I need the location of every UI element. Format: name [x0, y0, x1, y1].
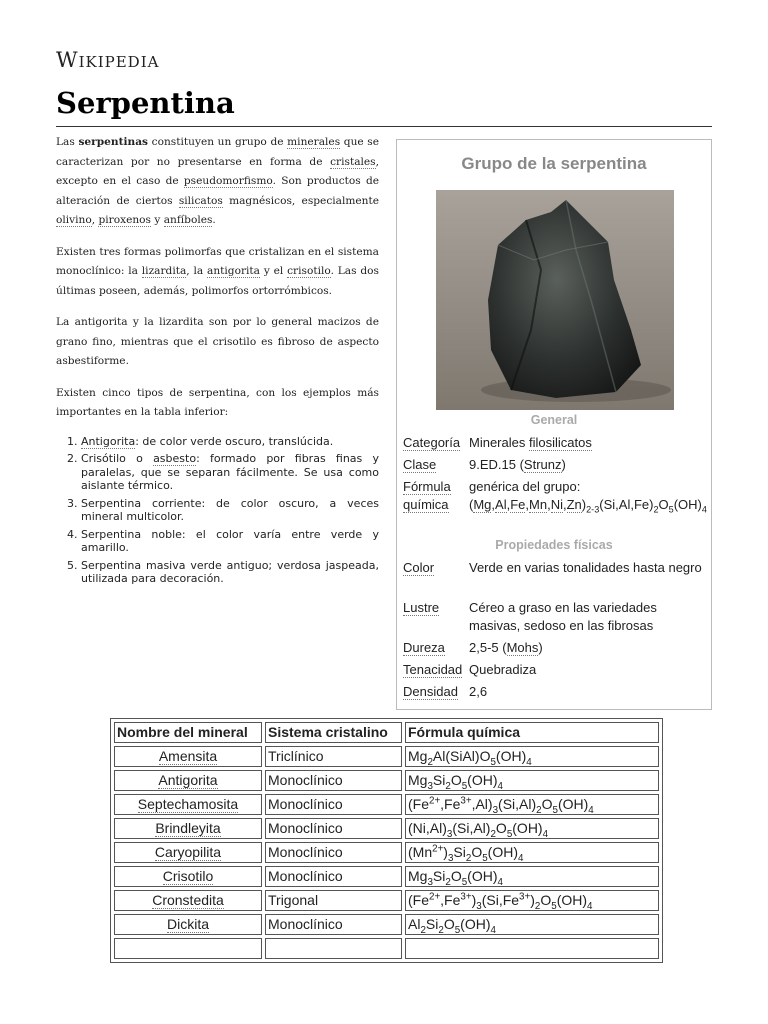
formula-part: (OH)	[460, 916, 491, 932]
list-item: 4. Serpentina noble: el color varía entre verde y amarillo.	[81, 528, 379, 555]
table-header-row	[114, 722, 659, 743]
text: )	[538, 640, 543, 655]
formula-part: 2+	[429, 891, 441, 903]
mineral-link[interactable]: Antigorita	[158, 772, 218, 788]
link-piroxenos[interactable]: piroxenos	[98, 214, 151, 226]
link-zn[interactable]: Zn	[566, 497, 582, 512]
formula-part: 4	[490, 924, 496, 936]
empty-cell	[265, 938, 402, 959]
link-asbesto[interactable]: asbesto	[153, 452, 197, 465]
formula-part: 3+	[460, 795, 472, 807]
formula-part: Mg	[408, 748, 428, 764]
text: 5	[668, 504, 674, 515]
formula-part: 5	[461, 780, 468, 792]
intro-paragraph-1	[56, 133, 379, 231]
formula-part: O	[495, 820, 507, 836]
link-pseudomorfismo[interactable]: pseudomorfismo	[183, 175, 273, 187]
cell-crystal-system: Monoclínico	[265, 914, 402, 935]
text: O	[658, 497, 669, 512]
formula-part: 5	[506, 828, 513, 840]
cell-mineral-name	[114, 770, 262, 791]
text: Quebradiza	[469, 662, 537, 677]
text: ,	[562, 497, 567, 512]
intro-paragraph-2	[56, 243, 379, 302]
column-header: Fórmula química	[405, 722, 659, 743]
formula-part: 3	[492, 804, 499, 816]
cell-crystal-system: Monoclínico	[265, 770, 402, 791]
link-silicatos[interactable]: silicatos	[178, 194, 223, 207]
link-dureza[interactable]: Dureza	[403, 640, 445, 655]
text: : formado por fibras finas y paralelas, que se separan fácilmente. Se usa como aislante térmico.	[81, 452, 380, 492]
mineral-link[interactable]: Septechamosita	[137, 796, 239, 812]
cell-mineral-name	[114, 818, 262, 839]
formula-part: 5	[461, 876, 468, 888]
text: .	[212, 214, 216, 226]
link-mn[interactable]: Mn	[529, 497, 548, 512]
text: Céreo a graso en las variedades masivas, sedoso en las fibrosas	[469, 600, 657, 633]
cell-mineral-name	[114, 890, 262, 911]
table-row	[114, 818, 659, 839]
formula-part: 2+	[429, 795, 441, 807]
formula-part: 3	[447, 852, 454, 864]
formula-part: O	[450, 868, 462, 884]
title-divider	[56, 126, 712, 127]
text: 2,6	[469, 684, 488, 699]
cell-crystal-system: Monoclínico	[265, 794, 402, 815]
text: )	[581, 497, 587, 512]
link-minerales[interactable]: minerales	[287, 136, 341, 148]
formula-part: (Fe	[408, 796, 429, 812]
link-lizardita[interactable]: lizardita	[141, 265, 187, 277]
link-tenacidad[interactable]: Tenacidad	[403, 662, 463, 677]
formula-part: Mg	[408, 868, 428, 884]
intro-paragraph-3: La antigorita y la lizardita son por lo general macizos de grano fino, mientras que el crisotilo es fibroso de aspecto asbestiforme.	[56, 316, 379, 367]
link-lustre[interactable]: Lustre	[403, 600, 440, 615]
formula-part: 2	[438, 924, 444, 936]
cell-formula	[405, 866, 659, 887]
link-antigorita-item[interactable]: Antigorita	[81, 434, 136, 448]
formula-part: Mg	[408, 772, 428, 788]
text: magnésicos, especialmente	[222, 194, 380, 207]
formula-value	[469, 496, 707, 514]
text: que se caracterizan por no presentarse en forma de	[56, 136, 380, 168]
formula-part: 2+	[432, 843, 444, 855]
cell-mineral-name	[114, 746, 262, 767]
mineral-link[interactable]: Crisotilo	[162, 868, 214, 884]
formula-part: 2	[420, 924, 426, 936]
link-al[interactable]: Al	[495, 497, 507, 512]
link-fe[interactable]: Fe	[510, 497, 526, 512]
table-row	[114, 890, 659, 911]
wikipedia-logo[interactable]: Wikipedia	[56, 48, 160, 72]
formula-part: O	[541, 796, 553, 812]
list-item	[81, 435, 379, 449]
text: 9.ED.15 (	[469, 457, 524, 472]
intro-paragraph-4: Existen cinco tipos de serpentina, con los ejemplos más importantes en la tabla inferior:	[56, 386, 379, 418]
mineral-link[interactable]: Cronstedita	[152, 892, 224, 908]
cell-formula	[405, 746, 659, 767]
text: ,	[506, 497, 511, 512]
cell-crystal-system: Monoclínico	[265, 842, 402, 863]
cell-formula	[405, 794, 659, 815]
formula-part: 2	[465, 852, 472, 864]
text: (	[469, 497, 474, 512]
text: Crisótilo o	[81, 452, 154, 465]
formula-part: (OH)	[557, 796, 589, 812]
cell-mineral-name	[114, 914, 262, 935]
text: , excepto en el caso de	[56, 155, 379, 187]
formula-part: 5	[454, 924, 461, 936]
formula-part: 2	[445, 780, 451, 792]
minerals-table	[110, 718, 663, 963]
formula-part: ,Fe	[440, 796, 461, 812]
formula-part: 3+	[460, 891, 472, 903]
formula-part: (Si,Al)	[452, 820, 491, 836]
article-body	[56, 133, 379, 590]
serpentine-rock-picture	[436, 190, 674, 410]
formula-part: O	[471, 844, 483, 860]
formula-part: O	[540, 892, 552, 908]
formula-part: (OH)	[495, 748, 527, 764]
table-body	[114, 746, 659, 959]
cell-formula	[405, 842, 659, 863]
formula-part: 2	[490, 828, 496, 840]
cell-mineral-name	[114, 866, 262, 887]
formula-part: 5	[551, 900, 557, 912]
link-filosilicatos[interactable]: filosilicatos	[528, 435, 592, 450]
link-categoria[interactable]: Categoría	[403, 435, 461, 450]
cell-formula	[405, 770, 659, 791]
serpentine-types-list	[56, 435, 379, 586]
formula-part: Si	[425, 916, 439, 932]
formula-part: 4	[587, 900, 593, 912]
text: , la	[186, 265, 208, 277]
cell-crystal-system: Monoclínico	[265, 866, 402, 887]
formula-part: 5	[490, 756, 496, 768]
formula-part: (OH)	[487, 844, 518, 860]
formula-part: 4	[497, 780, 503, 792]
link-anfiboles[interactable]: anfíboles	[163, 214, 213, 226]
text: Existen tres formas polimorfas que cristalizan en el sistema monoclínico: la	[56, 245, 379, 277]
text: constituyen un grupo de	[148, 136, 288, 148]
link-ni[interactable]: Ni	[550, 497, 563, 512]
formula-part: (OH)	[467, 772, 498, 788]
formula-part: (OH)	[512, 820, 543, 836]
column-header: Nombre del mineral	[114, 722, 262, 743]
formula-part: (Fe	[408, 892, 429, 908]
formula-part: 4	[497, 876, 503, 888]
cell-crystal-system: Triclínico	[265, 746, 402, 767]
formula-part: )	[471, 892, 477, 908]
text: Verde en varias tonalidades hasta negro	[469, 560, 702, 575]
cell-crystal-system: Monoclínico	[265, 818, 402, 839]
infobox-section-propiedades: Propiedades físicas	[495, 538, 613, 552]
cell-formula	[405, 818, 659, 839]
table-row	[114, 866, 659, 887]
formula-part: ,Al)	[471, 796, 493, 812]
formula-part: 2	[536, 804, 542, 816]
link-strunz[interactable]: Strunz	[523, 457, 562, 472]
table-row	[114, 914, 659, 935]
formula-part: (Si,Al)	[498, 796, 537, 812]
formula-part: 5	[482, 852, 488, 864]
table-row-partial	[114, 938, 659, 959]
link-densidad[interactable]: Densidad	[403, 684, 458, 699]
mineral-link[interactable]: Brindleyita	[155, 820, 221, 836]
link-antigorita[interactable]: antigorita	[207, 265, 260, 277]
text: (Si,Al,Fe)	[599, 497, 654, 512]
formula-part: 3+	[519, 891, 531, 903]
text: . Son productos de alteración de ciertos	[56, 175, 379, 207]
infobox-title: Grupo de la serpentina	[461, 154, 647, 173]
formula-part: 3	[476, 900, 482, 912]
formula-part: (Si,Fe	[481, 892, 520, 908]
text: 2,5-5 (	[469, 640, 507, 655]
link-color[interactable]: Color	[403, 560, 435, 575]
formula-part: 5	[552, 804, 558, 816]
formula-part: Al(SiAl)O	[432, 748, 491, 764]
table-row	[114, 770, 659, 791]
list-item: 5. Serpentina masiva verde antiguo; verdosa jaspeada, utilizada para decoración.	[81, 559, 379, 586]
text: Las	[56, 136, 79, 148]
formula-part: (OH)	[467, 868, 498, 884]
formula-part: (Mn	[408, 844, 433, 860]
mineral-link[interactable]: Caryopilita	[154, 844, 222, 860]
link-olivino[interactable]: olivino	[56, 214, 92, 226]
formula-part: 2	[427, 756, 433, 768]
formula-part: (Ni,Al)	[408, 820, 447, 836]
text: ,	[91, 214, 99, 226]
cell-crystal-system: Trigonal	[265, 890, 402, 911]
formula-part: O	[450, 772, 462, 788]
formula-part: Si	[432, 868, 446, 884]
cell-mineral-name	[114, 842, 262, 863]
text: y	[150, 214, 164, 226]
formula-desc: genérica del grupo:	[469, 479, 581, 494]
formula-part: Al	[408, 916, 421, 932]
mineral-link[interactable]: Amensita	[158, 748, 218, 764]
formula-part: 2	[534, 900, 541, 912]
formula-part: 3	[446, 828, 453, 840]
text: y el	[259, 265, 288, 277]
text: 4	[701, 504, 707, 515]
formula-part: 3	[427, 780, 433, 792]
formula-part: )	[530, 892, 535, 908]
text: ,	[525, 497, 530, 512]
list-item	[81, 452, 379, 493]
formula-part: 4	[588, 804, 594, 816]
table-row	[114, 746, 659, 767]
link-mohs[interactable]: Mohs	[506, 640, 539, 655]
text: 2-3	[586, 504, 600, 515]
text: ,	[491, 497, 496, 512]
serpentine-mineral-image[interactable]	[436, 190, 674, 410]
text: (OH)	[673, 497, 702, 512]
infobox-section-general: General	[530, 413, 578, 427]
formula-part: 2	[445, 876, 451, 888]
formula-part: 4	[542, 828, 549, 840]
text: ,	[547, 497, 551, 512]
formula-part: )	[443, 844, 448, 860]
empty-cell	[405, 938, 659, 959]
link-clase[interactable]: Clase	[403, 457, 437, 472]
text: : de color verde oscuro, translúcida.	[135, 434, 334, 448]
column-header: Sistema cristalino	[265, 722, 402, 743]
term-serpentinas: serpentinas	[78, 136, 149, 148]
cell-formula	[405, 914, 659, 935]
cell-formula	[405, 890, 659, 911]
formula-part: 3	[427, 876, 433, 888]
table-row	[114, 842, 659, 863]
text: . Las dos últimas poseen, además, polimorfos ortorrómbicos.	[56, 265, 379, 297]
mineral-link[interactable]: Dickita	[166, 916, 209, 932]
formula-part: ,Fe	[440, 892, 461, 908]
text: )	[561, 457, 566, 472]
text: 2	[653, 504, 659, 515]
link-formula-quimica[interactable]: Fórmula química	[403, 479, 451, 512]
list-item: 3. Serpentina corriente: de color oscuro, a veces mineral multicolor.	[81, 497, 379, 524]
formula-part: 4	[518, 852, 524, 864]
formula-part: Si	[432, 772, 446, 788]
cell-mineral-name	[114, 794, 262, 815]
formula-part: 4	[526, 756, 532, 768]
link-mg[interactable]: Mg	[473, 497, 492, 512]
formula-part: Si	[453, 844, 466, 860]
link-crisotilo[interactable]: crisotilo	[287, 265, 331, 277]
table-row	[114, 794, 659, 815]
page-title: Serpentina	[56, 86, 235, 120]
infobox	[396, 139, 712, 710]
text: Minerales	[469, 435, 529, 450]
formula-part: (OH)	[556, 892, 588, 908]
formula-part: O	[443, 916, 455, 932]
link-cristales[interactable]: cristales	[330, 155, 376, 168]
empty-cell	[114, 938, 262, 959]
